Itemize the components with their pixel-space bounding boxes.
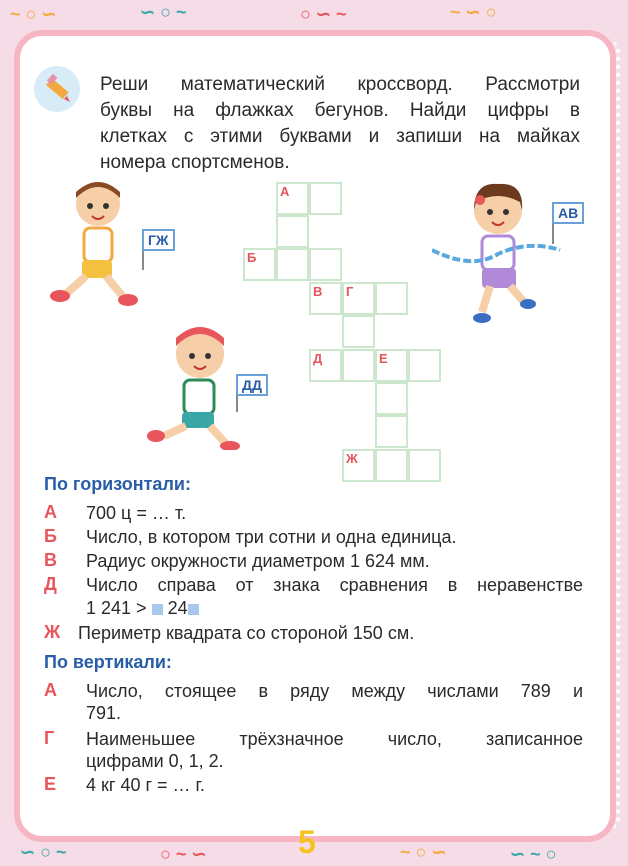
crossword-cell[interactable] <box>342 349 375 382</box>
crossword-letter-a: А <box>280 184 290 199</box>
clue-text: Радиус окружности диаметром 1 624 мм. <box>86 551 430 571</box>
flag-runner-2: ДД <box>236 374 268 396</box>
clue-letter: Ж <box>44 622 61 642</box>
clue-text: цифрами 0, 1, 2. <box>86 751 224 771</box>
clue-text: Число, в котором три сотни и одна единица. <box>86 527 457 547</box>
intro-line-2: буквы на флажках бегунов. Найди цифры в <box>100 100 580 121</box>
crossword-cell[interactable] <box>375 282 408 315</box>
crossword-letter-zh: Ж <box>346 451 358 466</box>
clue-letter: А <box>44 502 57 522</box>
clue-text: Число справа от знака сравнения в неравенстве <box>86 575 583 595</box>
vertical-heading: По вертикали: <box>44 652 172 672</box>
crossword-letter-b: Б <box>247 250 257 265</box>
crossword-letter-e: Е <box>379 351 388 366</box>
crossword-cell[interactable] <box>408 449 441 482</box>
clue-letter: Б <box>44 526 57 546</box>
crossword-letter-v: В <box>313 284 323 299</box>
clue-letter: Г <box>44 728 55 748</box>
clue-text: 791. <box>86 703 122 723</box>
horizontal-heading: По горизонтали: <box>44 474 191 494</box>
flag-runner-3: АВ <box>552 202 584 224</box>
crossword-cell[interactable] <box>375 415 408 448</box>
blank-box <box>188 604 199 615</box>
inequality-right: 24 <box>167 598 188 618</box>
clue-text: Наименьшее трёхзначное число, записанное <box>86 729 583 749</box>
clue-text: 4 кг 40 г = … г. <box>86 775 205 795</box>
intro-line-4: номера спортсменов. <box>100 152 290 173</box>
clue-letter: Е <box>44 774 57 794</box>
intro-line-3: клетках с этими буквами и запиши на майках <box>100 126 580 147</box>
pencil-icon <box>34 66 80 112</box>
task-instructions <box>100 72 580 176</box>
clue-text: Периметр квадрата со стороной 150 см. <box>78 623 415 643</box>
crossword-cell[interactable] <box>408 349 441 382</box>
crossword-cell[interactable] <box>309 182 342 215</box>
flag-runner-1: ГЖ <box>142 229 175 251</box>
intro-line-1: Реши математический кроссворд. Рассмотри <box>100 74 580 95</box>
dotted-border <box>596 40 620 830</box>
clue-text: Число, стоящее в ряду между числами 789 и <box>86 681 583 701</box>
blank-box <box>152 604 163 615</box>
clue-letter: В <box>44 550 57 570</box>
crossword-cell[interactable] <box>276 248 309 281</box>
crossword-cell[interactable] <box>375 449 408 482</box>
crossword-cell[interactable] <box>342 315 375 348</box>
clue-letter: А <box>44 680 57 700</box>
clue-text-inequality <box>86 597 583 620</box>
crossword-letter-d: Д <box>313 351 323 366</box>
crossword-letter-g: Г <box>346 284 354 299</box>
crossword-cell[interactable] <box>309 248 342 281</box>
clue-text: 700 ц = … т. <box>86 503 187 523</box>
page-number: 5 <box>298 824 316 860</box>
inequality-left: 1 241 > <box>86 598 152 618</box>
crossword-cell[interactable] <box>276 215 309 248</box>
crossword-cell[interactable] <box>375 382 408 415</box>
clue-letter: Д <box>44 574 57 594</box>
